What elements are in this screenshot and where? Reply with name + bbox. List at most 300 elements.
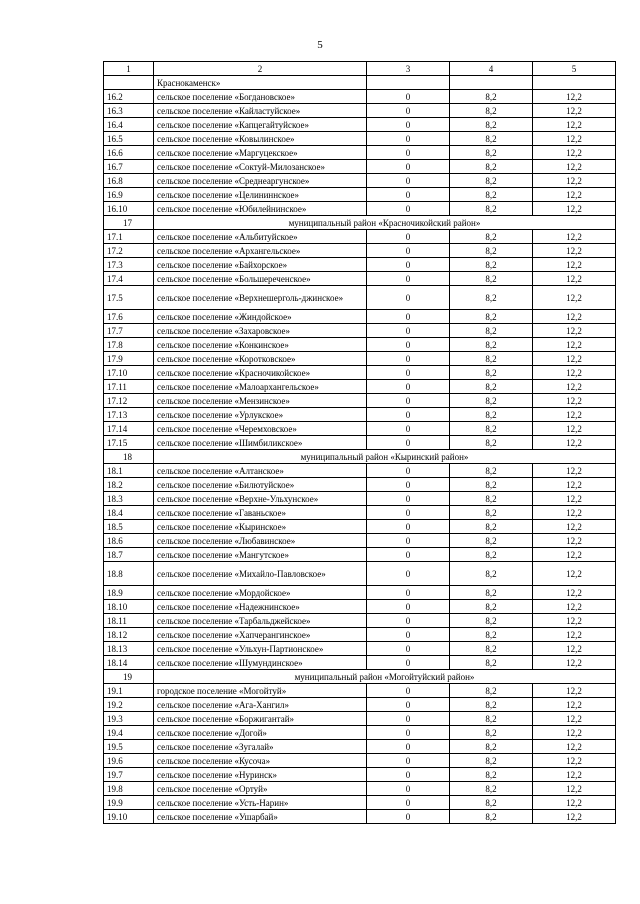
value-col3: 0 <box>367 286 450 310</box>
settlement-name: сельское поселение «Юбилейнинское» <box>154 202 367 216</box>
value-col4: 8,2 <box>450 464 533 478</box>
group-row <box>104 450 616 464</box>
row-number: 18.8 <box>104 562 154 586</box>
value-col5: 12,2 <box>533 684 616 698</box>
table-row <box>104 492 616 506</box>
value-col4: 8,2 <box>450 768 533 782</box>
value-col5: 12,2 <box>533 464 616 478</box>
header-cell-1: 1 <box>104 62 154 76</box>
value-col3: 0 <box>367 614 450 628</box>
settlement-name: сельское поселение «Альбитуйское» <box>154 230 367 244</box>
value-col5: 12,2 <box>533 810 616 824</box>
settlement-name: сельское поселение «Мензинское» <box>154 394 367 408</box>
value-col3: 0 <box>367 436 450 450</box>
value-col4: 8,2 <box>450 520 533 534</box>
table-body <box>104 62 616 824</box>
value-col4: 8,2 <box>450 366 533 380</box>
value-col5: 12,2 <box>533 258 616 272</box>
value-col3: 0 <box>367 422 450 436</box>
value-col5: 12,2 <box>533 338 616 352</box>
value-col4: 8,2 <box>450 698 533 712</box>
row-number: 16.6 <box>104 146 154 160</box>
settlement-name: сельское поселение «Шимбиликское» <box>154 436 367 450</box>
value-col4: 8,2 <box>450 104 533 118</box>
settlement-name: сельское поселение «Капцегайтуйское» <box>154 118 367 132</box>
value-col5: 12,2 <box>533 436 616 450</box>
settlement-name: сельское поселение «Байхорское» <box>154 258 367 272</box>
row-number: 17 <box>104 216 154 230</box>
group-row <box>104 670 616 684</box>
header-row <box>104 62 616 76</box>
table-row <box>104 202 616 216</box>
value-col4: 8,2 <box>450 754 533 768</box>
table-row <box>104 642 616 656</box>
group-title: муниципальный район «Красночикойский район» <box>154 216 616 230</box>
value-col5: 12,2 <box>533 394 616 408</box>
row-number: 16.2 <box>104 90 154 104</box>
table-row <box>104 352 616 366</box>
table-row <box>104 104 616 118</box>
row-number: 16.7 <box>104 160 154 174</box>
value-col4: 8,2 <box>450 160 533 174</box>
value-col3: 0 <box>367 230 450 244</box>
table-row <box>104 436 616 450</box>
value-col5: 12,2 <box>533 698 616 712</box>
row-number: 17.3 <box>104 258 154 272</box>
value-col5: 12,2 <box>533 118 616 132</box>
continuation-row <box>104 76 616 90</box>
value-col4: 8,2 <box>450 534 533 548</box>
row-number: 19.10 <box>104 810 154 824</box>
value-col3: 0 <box>367 408 450 422</box>
value-col5: 12,2 <box>533 174 616 188</box>
settlement-name: сельское поселение «Ковылинское» <box>154 132 367 146</box>
table-row <box>104 174 616 188</box>
value-col3: 0 <box>367 132 450 146</box>
value-col3: 0 <box>367 310 450 324</box>
row-number: 17.4 <box>104 272 154 286</box>
value-col3: 0 <box>367 366 450 380</box>
settlement-name: сельское поселение «Нуринск» <box>154 768 367 782</box>
value-col5: 12,2 <box>533 244 616 258</box>
settlement-name: сельское поселение «Маргуцекское» <box>154 146 367 160</box>
row-number: 18.10 <box>104 600 154 614</box>
value-col4: 8,2 <box>450 188 533 202</box>
row-number: 17.8 <box>104 338 154 352</box>
value-cell <box>367 76 450 90</box>
table-row <box>104 324 616 338</box>
value-col5: 12,2 <box>533 586 616 600</box>
value-col5: 12,2 <box>533 202 616 216</box>
row-number: 17.11 <box>104 380 154 394</box>
value-col5: 12,2 <box>533 520 616 534</box>
value-col5: 12,2 <box>533 656 616 670</box>
row-number: 19.3 <box>104 712 154 726</box>
value-col5: 12,2 <box>533 188 616 202</box>
row-number: 18.9 <box>104 586 154 600</box>
row-number: 16.4 <box>104 118 154 132</box>
row-number: 17.13 <box>104 408 154 422</box>
table-row <box>104 118 616 132</box>
value-col5: 12,2 <box>533 310 616 324</box>
data-table <box>103 61 616 824</box>
value-col4: 8,2 <box>450 310 533 324</box>
table-row <box>104 810 616 824</box>
settlement-name: сельское поселение «Зугалай» <box>154 740 367 754</box>
value-col3: 0 <box>367 642 450 656</box>
settlement-name: сельское поселение «Ага-Хангил» <box>154 698 367 712</box>
settlement-name: сельское поселение «Конкинское» <box>154 338 367 352</box>
value-col3: 0 <box>367 338 450 352</box>
settlement-name: Краснокаменск» <box>154 76 367 90</box>
value-col3: 0 <box>367 380 450 394</box>
table-row <box>104 726 616 740</box>
table-row <box>104 146 616 160</box>
table-row <box>104 684 616 698</box>
settlement-name: сельское поселение «Малоархангельское» <box>154 380 367 394</box>
value-col4: 8,2 <box>450 628 533 642</box>
value-col3: 0 <box>367 740 450 754</box>
table-row <box>104 534 616 548</box>
table-row <box>104 310 616 324</box>
row-number: 17.7 <box>104 324 154 338</box>
row-number: 19.5 <box>104 740 154 754</box>
row-number: 16.3 <box>104 104 154 118</box>
settlement-name: сельское поселение «Боржигантай» <box>154 712 367 726</box>
value-col5: 12,2 <box>533 286 616 310</box>
value-col4: 8,2 <box>450 146 533 160</box>
row-number: 19.1 <box>104 684 154 698</box>
settlement-name: городское поселение «Могойтуй» <box>154 684 367 698</box>
table-row <box>104 768 616 782</box>
row-number: 17.9 <box>104 352 154 366</box>
settlement-name: сельское поселение «Целининнское» <box>154 188 367 202</box>
settlement-name: сельское поселение «Надежнинское» <box>154 600 367 614</box>
value-col3: 0 <box>367 628 450 642</box>
row-number: 16.5 <box>104 132 154 146</box>
value-col3: 0 <box>367 586 450 600</box>
settlement-name: сельское поселение «Большереченское» <box>154 272 367 286</box>
value-col4: 8,2 <box>450 352 533 366</box>
value-col3: 0 <box>367 272 450 286</box>
value-col3: 0 <box>367 352 450 366</box>
settlement-name: сельское поселение «Коротковское» <box>154 352 367 366</box>
value-col3: 0 <box>367 698 450 712</box>
value-col3: 0 <box>367 782 450 796</box>
table-row <box>104 520 616 534</box>
settlement-name: сельское поселение «Захаровское» <box>154 324 367 338</box>
value-col4: 8,2 <box>450 712 533 726</box>
table-row <box>104 548 616 562</box>
row-number: 18.12 <box>104 628 154 642</box>
value-col5: 12,2 <box>533 796 616 810</box>
value-col3: 0 <box>367 146 450 160</box>
value-col3: 0 <box>367 478 450 492</box>
row-number: 19.6 <box>104 754 154 768</box>
value-col3: 0 <box>367 174 450 188</box>
row-number: 18.14 <box>104 656 154 670</box>
settlement-name: сельское поселение «Кыринское» <box>154 520 367 534</box>
value-col4: 8,2 <box>450 174 533 188</box>
value-col3: 0 <box>367 104 450 118</box>
value-col5: 12,2 <box>533 90 616 104</box>
row-number: 18.4 <box>104 506 154 520</box>
value-col3: 0 <box>367 394 450 408</box>
settlement-name: сельское поселение «Догой» <box>154 726 367 740</box>
table-row <box>104 366 616 380</box>
value-col3: 0 <box>367 188 450 202</box>
table-row <box>104 422 616 436</box>
value-col5: 12,2 <box>533 782 616 796</box>
value-col5: 12,2 <box>533 132 616 146</box>
value-col4: 8,2 <box>450 796 533 810</box>
settlement-name: сельское поселение «Урлукское» <box>154 408 367 422</box>
row-number: 16.9 <box>104 188 154 202</box>
value-col5: 12,2 <box>533 380 616 394</box>
settlement-name: сельское поселение «Архангельское» <box>154 244 367 258</box>
value-col5: 12,2 <box>533 408 616 422</box>
row-number: 17.10 <box>104 366 154 380</box>
value-col4: 8,2 <box>450 506 533 520</box>
value-col4: 8,2 <box>450 810 533 824</box>
table-row <box>104 464 616 478</box>
value-col4: 8,2 <box>450 244 533 258</box>
table-row <box>104 600 616 614</box>
value-col3: 0 <box>367 324 450 338</box>
page-number: 5 <box>317 39 323 51</box>
settlement-name: сельское поселение «Ушарбай» <box>154 810 367 824</box>
value-col5: 12,2 <box>533 160 616 174</box>
table-row <box>104 188 616 202</box>
settlement-name: сельское поселение «Соктуй-Милозанское» <box>154 160 367 174</box>
row-number: 16.10 <box>104 202 154 216</box>
value-col5: 12,2 <box>533 230 616 244</box>
value-col5: 12,2 <box>533 146 616 160</box>
header-cell-2: 2 <box>154 62 367 76</box>
value-col4: 8,2 <box>450 380 533 394</box>
settlement-name: сельское поселение «Шумундинское» <box>154 656 367 670</box>
value-col5: 12,2 <box>533 726 616 740</box>
settlement-name: сельское поселение «Кайластуйское» <box>154 104 367 118</box>
value-col4: 8,2 <box>450 656 533 670</box>
value-col5: 12,2 <box>533 506 616 520</box>
value-col4: 8,2 <box>450 132 533 146</box>
table-row <box>104 230 616 244</box>
row-number: 19.8 <box>104 782 154 796</box>
value-col4: 8,2 <box>450 726 533 740</box>
row-number: 18.11 <box>104 614 154 628</box>
value-col4: 8,2 <box>450 202 533 216</box>
settlement-name: сельское поселение «Красночикойское» <box>154 366 367 380</box>
value-col4: 8,2 <box>450 684 533 698</box>
value-col3: 0 <box>367 258 450 272</box>
table-row <box>104 258 616 272</box>
table-row <box>104 782 616 796</box>
value-col4: 8,2 <box>450 492 533 506</box>
value-col5: 12,2 <box>533 548 616 562</box>
settlement-name: сельское поселение «Черемховское» <box>154 422 367 436</box>
value-col3: 0 <box>367 464 450 478</box>
value-col4: 8,2 <box>450 562 533 586</box>
value-col5: 12,2 <box>533 422 616 436</box>
value-col5: 12,2 <box>533 740 616 754</box>
value-col4: 8,2 <box>450 782 533 796</box>
value-col3: 0 <box>367 202 450 216</box>
table-row <box>104 286 616 310</box>
table-row <box>104 478 616 492</box>
table-row <box>104 754 616 768</box>
settlement-name: сельское поселение «Богдановское» <box>154 90 367 104</box>
settlement-name: сельское поселение «Жиндойское» <box>154 310 367 324</box>
value-col3: 0 <box>367 712 450 726</box>
value-col3: 0 <box>367 796 450 810</box>
value-col5: 12,2 <box>533 492 616 506</box>
value-col3: 0 <box>367 160 450 174</box>
row-number: 17.12 <box>104 394 154 408</box>
value-col3: 0 <box>367 534 450 548</box>
value-col4: 8,2 <box>450 230 533 244</box>
settlement-name: сельское поселение «Тарбальджейское» <box>154 614 367 628</box>
value-col4: 8,2 <box>450 338 533 352</box>
group-title: муниципальный район «Могойтуйский район» <box>154 670 616 684</box>
value-col4: 8,2 <box>450 272 533 286</box>
value-col4: 8,2 <box>450 118 533 132</box>
settlement-name: сельское поселение «Билютуйское» <box>154 478 367 492</box>
value-col4: 8,2 <box>450 286 533 310</box>
settlement-name: сельское поселение «Ортуй» <box>154 782 367 796</box>
value-col4: 8,2 <box>450 642 533 656</box>
table-row <box>104 586 616 600</box>
value-col4: 8,2 <box>450 600 533 614</box>
value-col4: 8,2 <box>450 324 533 338</box>
row-number: 18.1 <box>104 464 154 478</box>
value-col4: 8,2 <box>450 394 533 408</box>
row-number: 17.1 <box>104 230 154 244</box>
table-row <box>104 656 616 670</box>
value-col5: 12,2 <box>533 642 616 656</box>
value-col3: 0 <box>367 562 450 586</box>
value-col3: 0 <box>367 118 450 132</box>
table-row <box>104 394 616 408</box>
value-col5: 12,2 <box>533 628 616 642</box>
value-col4: 8,2 <box>450 408 533 422</box>
row-number: 19 <box>104 670 154 684</box>
value-col5: 12,2 <box>533 768 616 782</box>
settlement-name: сельское поселение «Гаваньское» <box>154 506 367 520</box>
row-number: 19.4 <box>104 726 154 740</box>
value-cell <box>450 76 533 90</box>
row-number: 18 <box>104 450 154 464</box>
value-col4: 8,2 <box>450 258 533 272</box>
settlement-name: сельское поселение «Хапчерангинское» <box>154 628 367 642</box>
value-col5: 12,2 <box>533 324 616 338</box>
value-col3: 0 <box>367 726 450 740</box>
row-number: 19.2 <box>104 698 154 712</box>
row-number: 18.2 <box>104 478 154 492</box>
value-col5: 12,2 <box>533 600 616 614</box>
table-row <box>104 408 616 422</box>
row-number: 17.15 <box>104 436 154 450</box>
table-row <box>104 614 616 628</box>
value-col4: 8,2 <box>450 614 533 628</box>
settlement-name: сельское поселение «Кусоча» <box>154 754 367 768</box>
row-number: 17.2 <box>104 244 154 258</box>
table-row <box>104 562 616 586</box>
value-col3: 0 <box>367 810 450 824</box>
row-number: 18.7 <box>104 548 154 562</box>
table-row <box>104 338 616 352</box>
row-number: 17.6 <box>104 310 154 324</box>
value-col3: 0 <box>367 754 450 768</box>
table-row <box>104 244 616 258</box>
row-number: 19.7 <box>104 768 154 782</box>
row-number: 16.8 <box>104 174 154 188</box>
value-col5: 12,2 <box>533 712 616 726</box>
value-col5: 12,2 <box>533 366 616 380</box>
row-number: 18.13 <box>104 642 154 656</box>
table-row <box>104 380 616 394</box>
value-col3: 0 <box>367 520 450 534</box>
settlement-name: сельское поселение «Среднеаргунское» <box>154 174 367 188</box>
value-col3: 0 <box>367 548 450 562</box>
header-cell-5: 5 <box>533 62 616 76</box>
row-number: 18.6 <box>104 534 154 548</box>
group-title: муниципальный район «Кыринский район» <box>154 450 616 464</box>
value-col3: 0 <box>367 492 450 506</box>
row-number: 18.5 <box>104 520 154 534</box>
value-cell <box>533 76 616 90</box>
settlement-name: сельское поселение «Мордойское» <box>154 586 367 600</box>
value-col5: 12,2 <box>533 754 616 768</box>
table-row <box>104 628 616 642</box>
value-col5: 12,2 <box>533 272 616 286</box>
value-col3: 0 <box>367 768 450 782</box>
value-col5: 12,2 <box>533 352 616 366</box>
value-col4: 8,2 <box>450 586 533 600</box>
value-col3: 0 <box>367 600 450 614</box>
settlement-name: сельское поселение «Михайло-Павловское» <box>154 562 367 586</box>
table-row <box>104 132 616 146</box>
value-col5: 12,2 <box>533 104 616 118</box>
settlement-name: сельское поселение «Ульхун-Партионское» <box>154 642 367 656</box>
row-number: 17.5 <box>104 286 154 310</box>
table-row <box>104 90 616 104</box>
settlement-name: сельское поселение «Мангутское» <box>154 548 367 562</box>
table-row <box>104 506 616 520</box>
row-number <box>104 76 154 90</box>
value-col5: 12,2 <box>533 562 616 586</box>
header-cell-3: 3 <box>367 62 450 76</box>
value-col5: 12,2 <box>533 534 616 548</box>
value-col5: 12,2 <box>533 478 616 492</box>
value-col3: 0 <box>367 90 450 104</box>
row-number: 19.9 <box>104 796 154 810</box>
value-col3: 0 <box>367 506 450 520</box>
settlement-name: сельское поселение «Верхне-Ульхунское» <box>154 492 367 506</box>
value-col4: 8,2 <box>450 90 533 104</box>
settlement-name: сельское поселение «Алтанское» <box>154 464 367 478</box>
table-row <box>104 796 616 810</box>
value-col5: 12,2 <box>533 614 616 628</box>
settlement-name: сельское поселение «Верхнешерголь-джинское» <box>154 286 367 310</box>
value-col4: 8,2 <box>450 422 533 436</box>
value-col4: 8,2 <box>450 548 533 562</box>
row-number: 17.14 <box>104 422 154 436</box>
table-row <box>104 160 616 174</box>
table-row <box>104 272 616 286</box>
value-col3: 0 <box>367 244 450 258</box>
value-col4: 8,2 <box>450 478 533 492</box>
